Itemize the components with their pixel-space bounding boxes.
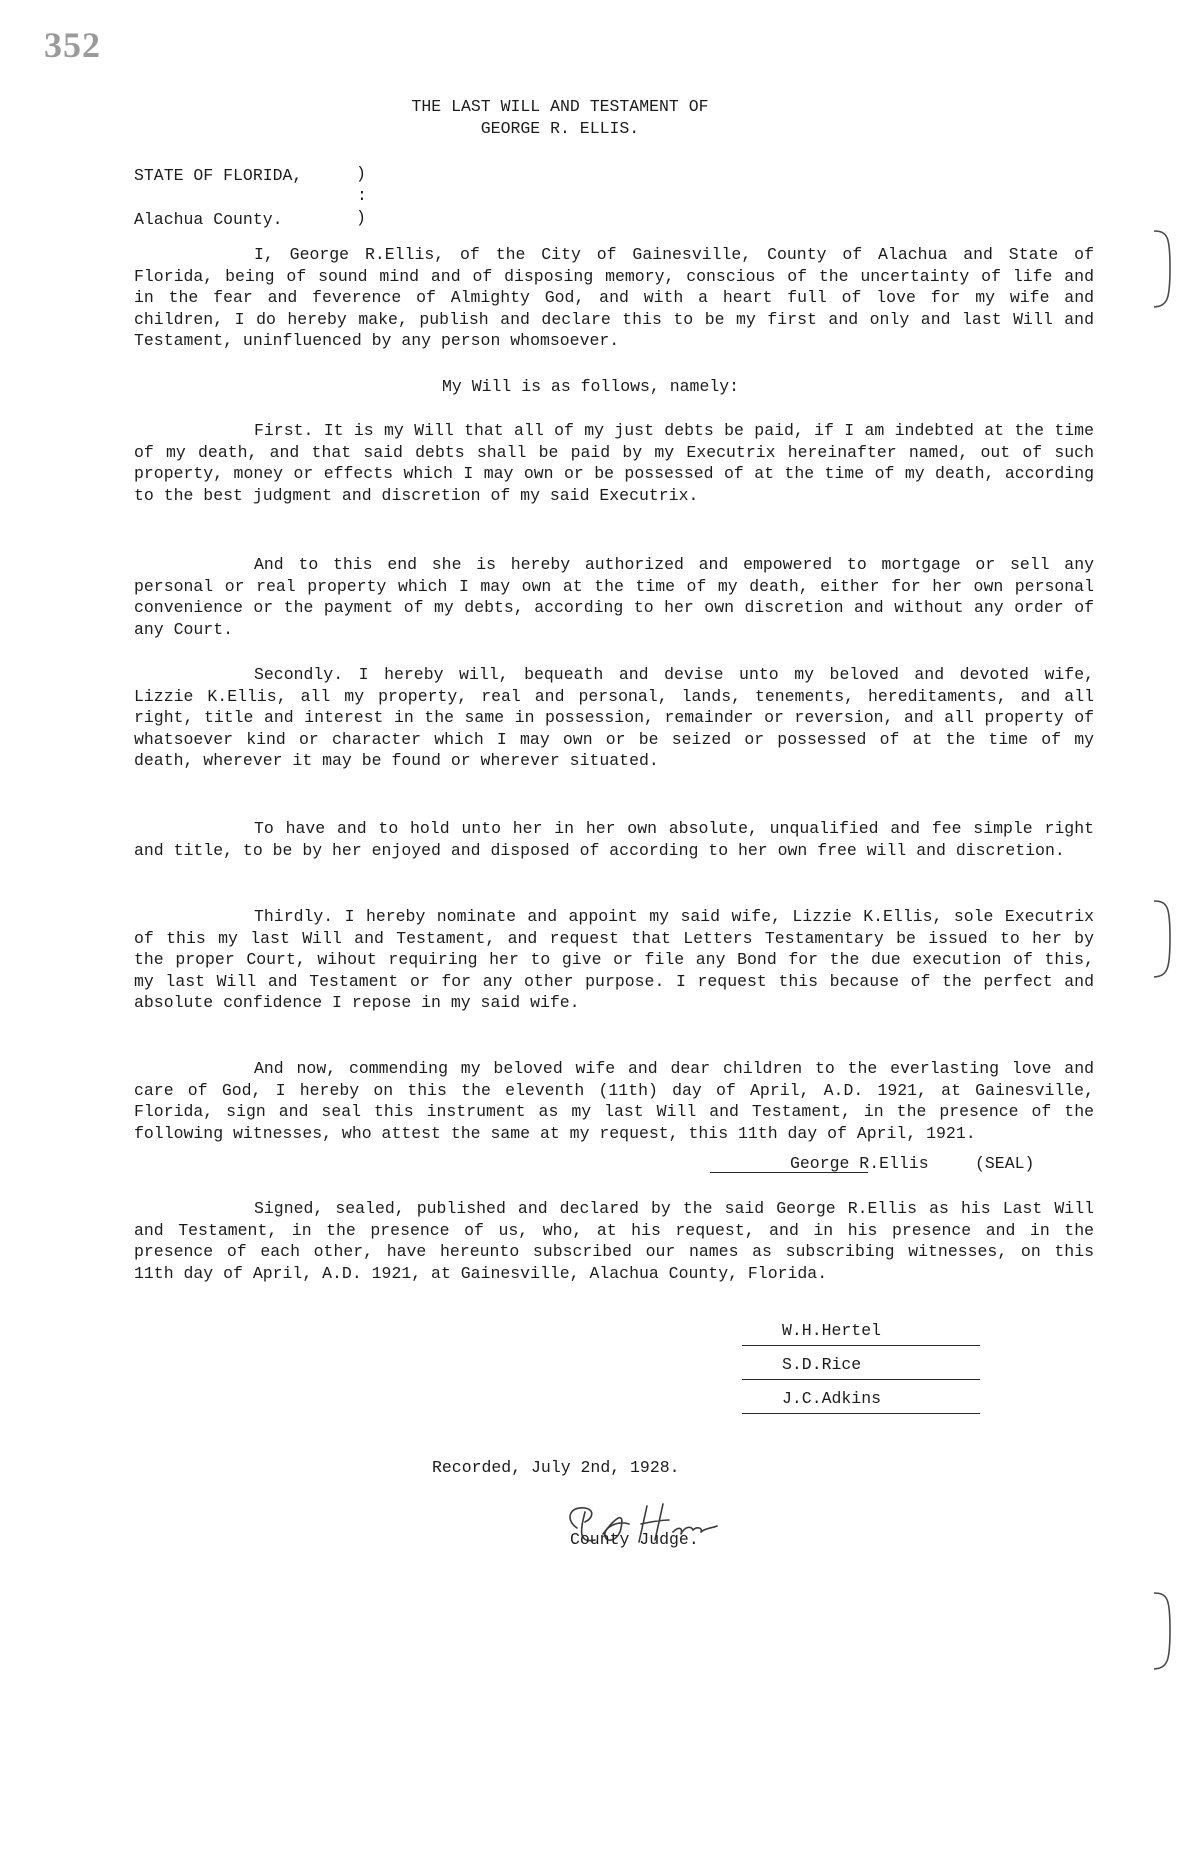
attestation-paragraph: Signed, sealed, published and declared by the said George R.Ellis as his Last Will and Testament, in the presence of us, who, at his request, and in his presence and in the presence of each other, have hereunto subscribed our names as subscribing witnesses, on this 11th day of April, A.D. 1921, at Gainesville, Alachua County, Florida. [134,1199,1094,1283]
witness-3: J.C.Adkins [742,1386,980,1414]
venue-colon: : [357,186,367,205]
secondly-paragraph: Secondly. I hereby will, bequeath and devise unto my beloved and devoted wife, Lizzie K.Ellis, all my property, real and personal, lands, tenements, hereditaments, and all right, title and interest in the same in possession, remainder or reversion, and all property of whatsoever kind or character which I may own or be seized or possessed of at the time of my death, wherever it may be found or wherever situated. [134,665,1094,770]
testator-signature: George R.Ellis [790,1154,929,1173]
seal-label: (SEAL) [975,1154,1035,1173]
recorded-date: Recorded, July 2nd, 1928. [432,1458,680,1477]
document-title [380,96,740,140]
judge-signature-scribble [555,1498,755,1558]
witness-1: W.H.Hertel [742,1318,980,1346]
judge-title: County Judge. [570,1530,699,1549]
binder-mark-1 [1150,228,1176,310]
title-line-1: THE LAST WILL AND TESTAMENT OF [411,97,709,116]
to-have-paragraph: To have and to hold unto her in her own absolute, unqualified and fee simple right and title, to be by her enjoyed and disposed of according to her own free will and discretion. [134,819,1094,860]
commending-paragraph: And now, commending my beloved wife and dear children to the everlasting love and care of God, I hereby on this the eleventh (11th) day of April, A.D. 1921, at Gainesville, Florida, sign and seal this instrument as my last Will and Testament, in the presence of the following witnesses, who attest the same at my request, this 11th day of April, 1921. [134,1059,1094,1143]
intro-paragraph: I, George R.Ellis, of the City of Gainesville, County of Alachua and State of Florida, being of sound mind and of disposing memory, conscious of the uncertainty of life and in the fear and feverence of Almighty God, and with a heart full of love for my wife and children, I do hereby make, publish and declare this to be my first and only and last Will and Testament, uninfluenced by any person whomsoever. [134,245,1094,350]
venue-paren-top: ) [356,164,366,183]
will-heading: My Will is as follows, namely: [442,377,740,396]
thirdly-paragraph: Thirdly. I hereby nominate and appoint my said wife, Lizzie K.Ellis, sole Executrix of this my last Will and Testament, and request that Letters Testamentary be issued to her by the proper Court, wihout requiring her to give or file any Bond for the due execution of this, my last Will and Testament or for any other purpose. I request this because of the perfect and absolute confidence I repose in my said wife. [134,907,1094,1012]
page-number: 352 [44,25,101,65]
binder-mark-2 [1150,898,1176,980]
venue-state: STATE OF FLORIDA, [134,166,303,185]
venue-county: Alachua County. [134,210,283,229]
title-line-2: GEORGE R. ELLIS. [480,119,640,138]
venue-paren-bottom: ) [356,208,366,227]
first-paragraph: First. It is my Will that all of my just debts be paid, if I am indebted at the time of my death, and that said debts shall be paid by my Executrix hereinafter named, out of such property, money or effects which I may own or be possessed of at the time of my death, according to the best judgment and discretion of my said Executrix. [134,421,1094,505]
witness-2: S.D.Rice [742,1352,980,1380]
authorized-paragraph: And to this end she is hereby authorized and empowered to mortgage or sell any personal or real property which I may own at the time of my death, either for her own personal convenience or the payment of my debts, according to her own discretion and without any order of any Court. [134,555,1094,639]
binder-mark-3 [1150,1590,1176,1672]
